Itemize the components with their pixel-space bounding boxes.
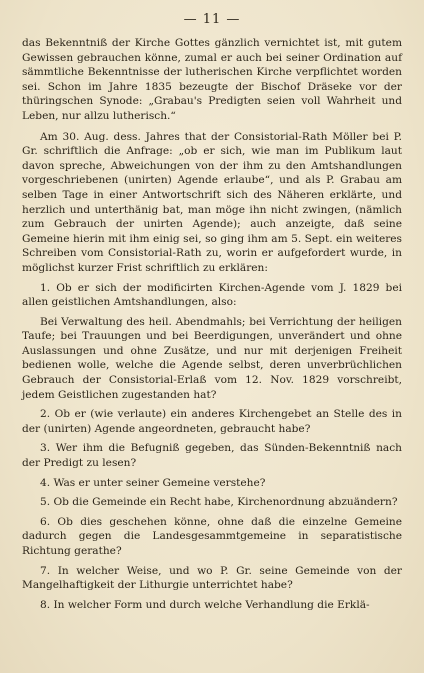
- list-item-1: 1. Ob er sich der modificirten Kirchen-Agende vom J. 1829 bei allen geistlichen Amtshandlungen, also:: [22, 281, 402, 309]
- list-item-5: 5. Ob die Gemeinde ein Recht habe, Kirchenordnung abzuändern?: [40, 496, 398, 509]
- list-item-4: 4. Was er unter seiner Gemeine verstehe?: [40, 476, 266, 489]
- list-item-3: 3. Wer ihm die Befugniß gegeben, das Sünden-Bekenntniß nach der Predigt zu lesen?: [22, 442, 402, 470]
- page-number: — 11 —: [183, 12, 241, 27]
- paragraph-2: Am 30. Aug. dess. Jahres that der Consistorial-Rath Möller bei P. Gr. schriftlich die Anfrage: „ob er sich, wie man im Publikum laut davon spreche, Abweichungen von der ihm zu den Amtshandlungen vorgeschriebenen (unirten) Agende erlaube“, und als P. Grabau am selben Tage in einer Antwortschrift sich des Näheren erklärte, und herzlich und unterthänig bat, man möge ihn nicht zwingen, (nämlich zum Gebrauch der unirten Agende); auch anzeigte, daß seine Gemeine hierin mit ihm einig sei, so ging ihm am 5. Sept. ein weiteres Schreiben vom Consistorial-Rath zu, worin er aufgefordert wurde, in möglichst kurzer Frist schriftlich zu erklären:: [22, 130, 402, 274]
- list-item-2: 2. Ob er (wie verlaute) ein anderes Kirchengebet an Stelle des in der (unirten) Agende angeordneten, gebraucht habe?: [22, 408, 402, 435]
- list-item-8: 8. In welcher Form und durch welche Verhandlung die Erklä-: [40, 598, 370, 611]
- paragraph-1: das Bekenntniß der Kirche Gottes gänzlich vernichtet ist, mit gutem Gewissen gebrauchen könne, zumal er auch bei seiner Ordination auf sämmtliche Bekenntnisse der lutherischen Kirche verpflichtet worden sei. Schon im Jahre 1835 bezeugte der Bischof Dräseke vor der thüringschen Synode: „Grabau's Predigten seien voll Wahrheit und Leben, nur allzu lutherisch.“: [22, 37, 402, 122]
- list-item-1-detail: Bei Verwaltung des heil. Abendmahls; bei Verrichtung der heiligen Taufe; bei Trauungen und bei Beerdigungen, unverändert und ohne Auslassungen und ohne Zusätze, und nur mit derjenigen Freiheit bedienen wolle, welche die Agende selbst, deren unverbrüchlichen Gebrauch der Consistorial-Erlaß vom 12. Nov. 1829 vorschreibt, jedem Geistlichen zugestanden hat?: [22, 315, 402, 401]
- list-item-7: 7. In welcher Weise, und wo P. Gr. seine Gemeinde von der Mangelhaftigkeit der Lithurgie unterrichtet habe?: [22, 564, 402, 592]
- list-item-6: 6. Ob dies geschehen könne, ohne daß die einzelne Gemeine dadurch gegen die Landesgesammtgemeine in separatistische Richtung gerathe?: [22, 515, 402, 557]
